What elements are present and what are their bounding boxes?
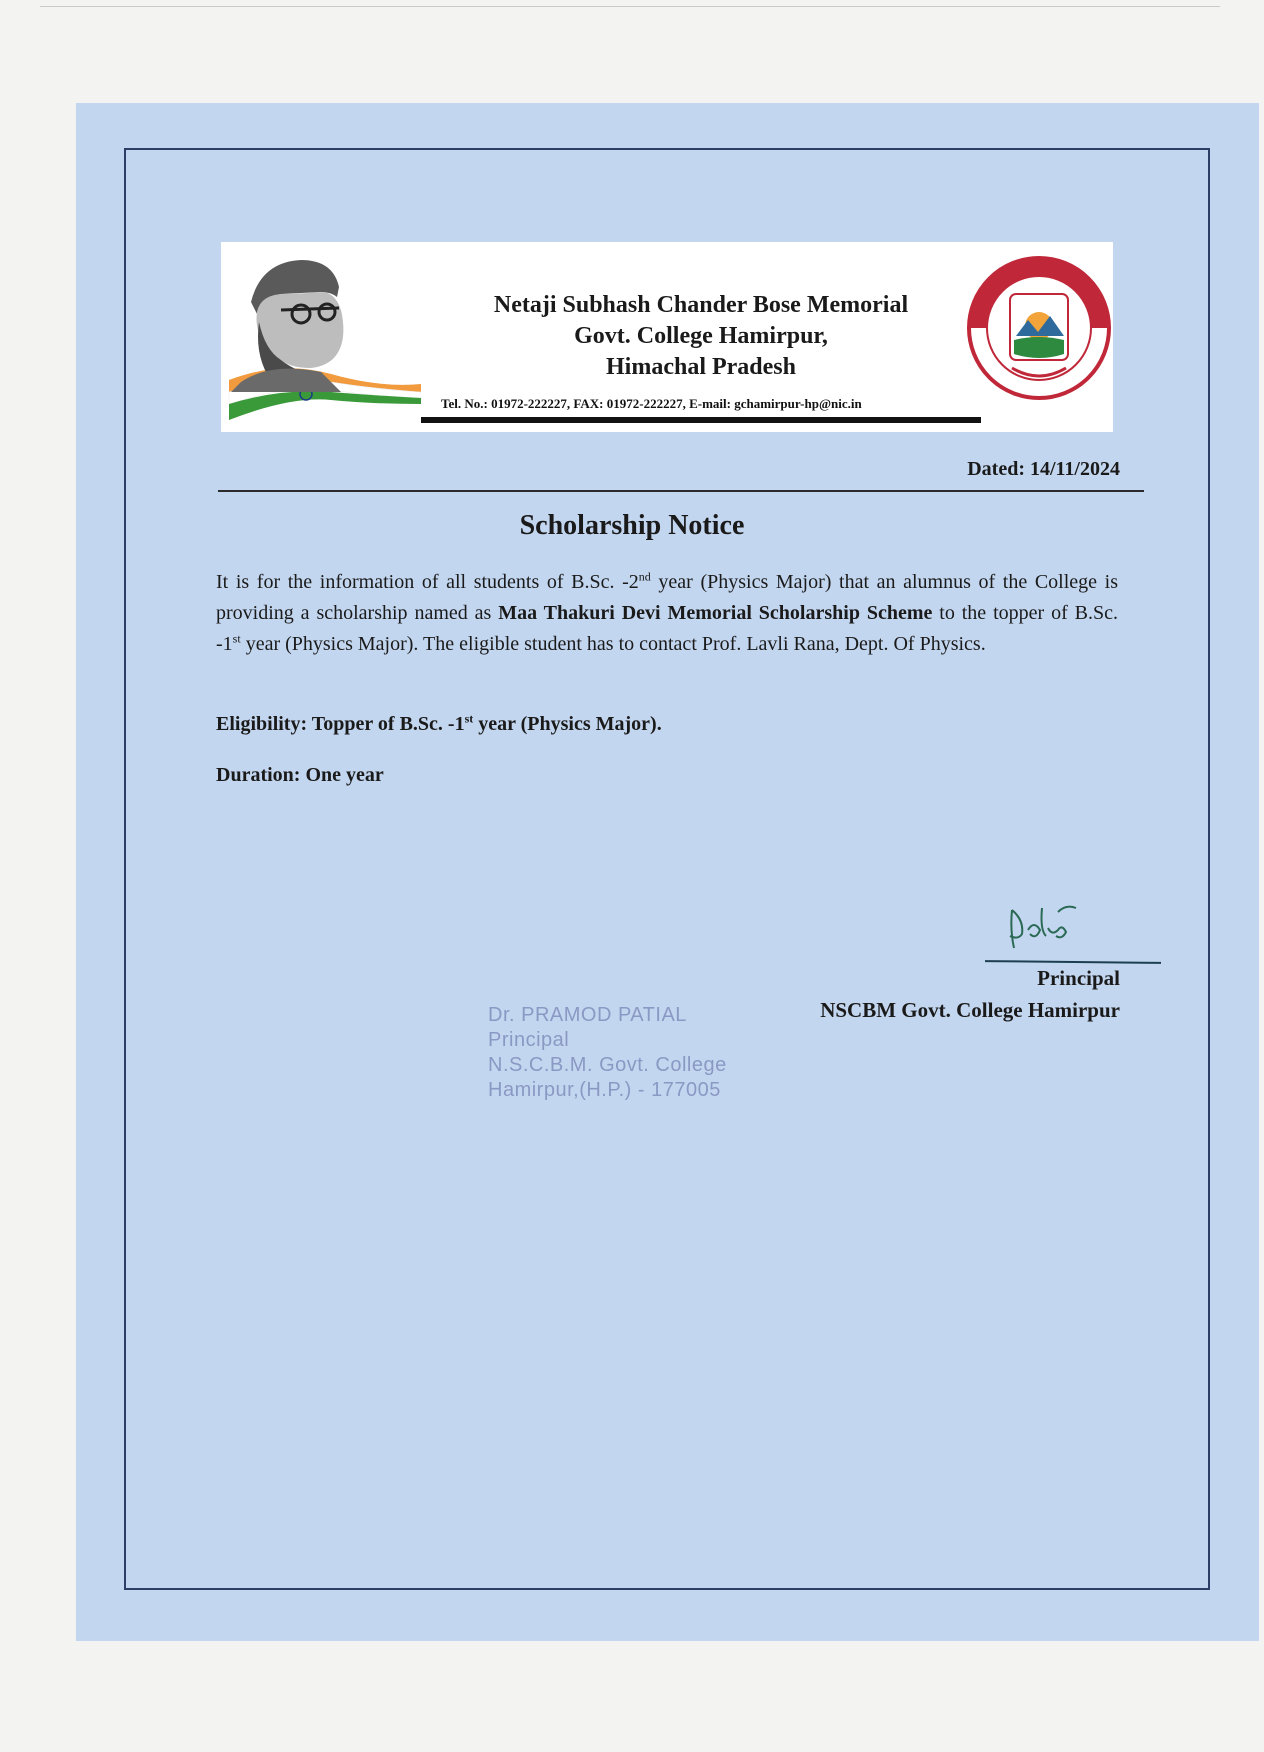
college-name-line-3: Himachal Pradesh [606,354,796,380]
signatory-college: NSCBM Govt. College Hamirpur [820,998,1120,1022]
scholarship-name: Maa Thakuri Devi Memorial Scholarship Scheme [498,602,933,624]
eligibility-suffix: st [464,711,474,726]
contact-details: Tel. No.: 01972-222227, FAX: 01972-222227, E-mail: gchamirpur-hp@nic.in [441,396,862,411]
eligibility-line [216,713,662,736]
handwritten-signature [1000,890,1080,960]
paragraph-text-4: year (Physics Major). The eligible student has to contact Prof. Lavli Rana, Dept. Of Physics. [240,633,986,655]
letterhead [221,242,1113,432]
stamp-line-1: Dr. PRAMOD PATIAL [488,1004,687,1026]
paragraph-text-3: to the topper of B.Sc. -1 [216,602,1118,655]
scan-edge-line [40,6,1220,7]
college-name-line-2: Govt. College Hamirpur, [574,323,828,349]
page-title: Scholarship Notice [519,510,745,541]
notice-paragraph [216,567,1118,660]
stamp-line-3: N.S.C.B.M. Govt. College [488,1054,727,1076]
header-divider [218,490,1144,492]
stamp-line-2: Principal [488,1029,570,1051]
duration-line: Duration: One year [216,764,384,786]
ordinal-suffix-2: st [232,631,241,646]
ordinal-suffix-1: nd [638,569,651,584]
notice-date: Dated: 14/11/2024 [967,458,1120,480]
principal-stamp [488,1003,727,1103]
paragraph-text-2: year (Physics Major) that an alumnus of the College is providing a scholarship named as [216,571,1119,624]
paragraph-text-1: It is for the information of all students of B.Sc. -2 [216,571,639,593]
signatory-title: Principal [1037,966,1120,990]
college-name [421,290,981,383]
netaji-portrait-logo [221,242,421,432]
eligibility-text-end: year (Physics Major). [473,713,662,735]
stamp-line-4: Hamirpur,(H.P.) - 177005 [488,1079,721,1101]
college-name-line-1: Netaji Subhash Chander Bose Memorial [493,292,909,318]
college-seal-logo [966,250,1112,408]
letterhead-rule [421,417,981,423]
eligibility-text: Eligibility: Topper of B.Sc. -1 [216,713,465,735]
